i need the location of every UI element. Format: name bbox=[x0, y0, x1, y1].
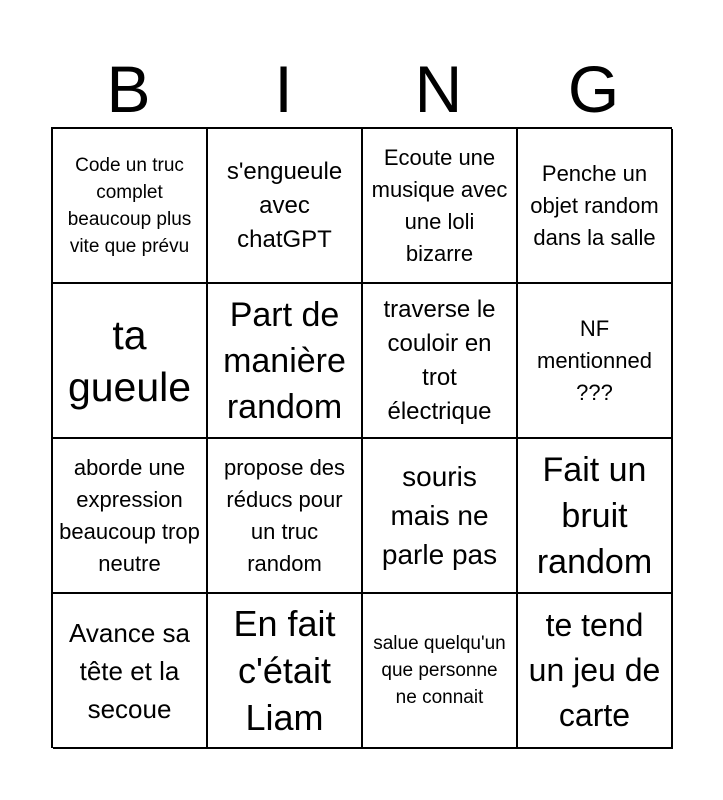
bingo-cell[interactable] bbox=[208, 439, 363, 594]
bingo-cell[interactable] bbox=[363, 129, 518, 284]
bingo-cell[interactable] bbox=[208, 129, 363, 284]
bingo-grid bbox=[51, 127, 672, 748]
cell-text: Fait un bruit random bbox=[536, 450, 653, 581]
bingo-cell[interactable] bbox=[518, 439, 673, 594]
bingo-cell[interactable] bbox=[518, 594, 673, 749]
cell-text: Code un truc complet beaucoup plus vite que prévu bbox=[67, 154, 192, 257]
cell-text: Part de manière random bbox=[223, 295, 346, 426]
cell-text: souris mais ne parle pas bbox=[381, 461, 498, 570]
bingo-cell[interactable] bbox=[518, 284, 673, 439]
cell-text: ta gueule bbox=[67, 311, 192, 410]
cell-text: propose des réducs pour un truc random bbox=[223, 454, 346, 576]
cell-text: Avance sa tête et la secoue bbox=[69, 617, 190, 724]
cell-text: traverse le couloir en trot électrique bbox=[383, 295, 496, 425]
bingo-cell[interactable] bbox=[53, 594, 208, 749]
header-letter-i: I bbox=[274, 52, 293, 126]
cell-text: Penche un objet random dans la salle bbox=[530, 160, 659, 250]
cell-text: s'engueule avec chatGPT bbox=[226, 157, 343, 253]
bingo-cell[interactable] bbox=[208, 594, 363, 749]
cell-text: aborde une expression beaucoup trop neutre bbox=[59, 454, 200, 576]
header-letter-b: B bbox=[106, 52, 151, 126]
bingo-cell[interactable] bbox=[363, 284, 518, 439]
cell-text: salue quelqu'un que personne ne connait bbox=[373, 633, 506, 708]
cell-text: NF mentionned ??? bbox=[537, 315, 652, 405]
bingo-cell[interactable] bbox=[208, 284, 363, 439]
bingo-cell[interactable] bbox=[518, 129, 673, 284]
cell-text: En fait c'était Liam bbox=[233, 603, 336, 738]
bingo-cell[interactable] bbox=[53, 284, 208, 439]
bingo-cell[interactable] bbox=[363, 439, 518, 594]
header-letter-n: N bbox=[414, 52, 463, 126]
cell-text: te tend un jeu de carte bbox=[528, 607, 661, 733]
bingo-cell[interactable] bbox=[53, 439, 208, 594]
bingo-header bbox=[51, 50, 671, 128]
cell-text: Ecoute une musique avec une loli bizarre bbox=[371, 144, 508, 266]
bingo-cell[interactable] bbox=[53, 129, 208, 284]
bingo-cell[interactable] bbox=[363, 594, 518, 749]
header-letter-g: G bbox=[567, 52, 620, 126]
